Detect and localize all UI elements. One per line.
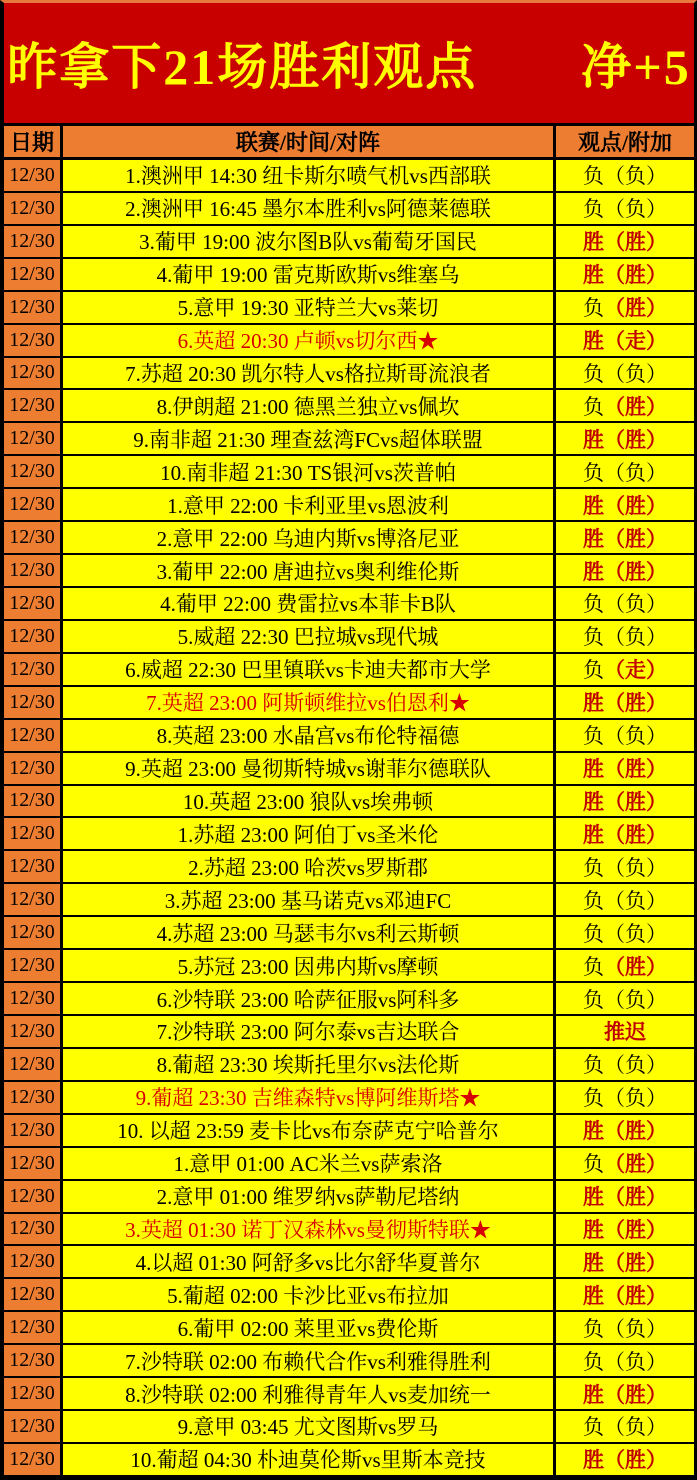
table-row [4,522,694,555]
match-cell: 10. 以超 23:59 麦卡比vs布奈萨克宁哈普尔 [63,1115,556,1146]
result-main: 负 [583,855,604,880]
result-extra: （负） [604,197,667,222]
match-cell: 2.苏超 23:00 哈茨vs罗斯郡 [63,851,556,882]
table-row [4,489,694,522]
result-cell [556,1148,694,1179]
result-main: 胜 [583,1185,604,1210]
date-cell: 12/30 [4,917,63,948]
result-extra: （负） [604,1349,667,1374]
result-cell [556,851,694,882]
result-cell [556,753,694,784]
header-date: 日期 [4,126,63,157]
date-cell: 12/30 [4,489,63,520]
result-main: 胜 [583,822,604,847]
date-cell: 12/30 [4,423,63,454]
banner [4,3,694,126]
match-cell: 4.以超 01:30 阿舒多vs比尔舒华夏普尔 [63,1246,556,1277]
table-row [4,818,694,851]
match-cell: 4.葡甲 22:00 费雷拉vs本菲卡B队 [63,588,556,619]
table-row [4,720,694,753]
result-main: 胜 [583,559,604,584]
result-extra: （负） [604,1053,667,1078]
match-cell: 10.英超 23:00 狼队vs埃弗顿 [63,786,556,817]
result-extra: （胜） [604,1119,667,1144]
date-cell: 12/30 [4,522,63,553]
result-cell [556,720,694,751]
date-cell: 12/30 [4,390,63,421]
result-main: 胜 [583,757,604,782]
date-cell: 12/30 [4,160,63,191]
table-row [4,456,694,489]
result-extra: （胜） [604,1185,667,1210]
table-row [4,884,694,917]
result-extra: （胜） [604,559,667,584]
result-cell [556,654,694,685]
date-cell: 12/30 [4,720,63,751]
result-cell [556,1345,694,1376]
result-extra: （胜） [604,296,667,321]
result-cell [556,1181,694,1212]
match-cell: 8.英超 23:00 水晶宫vs布伦特福德 [63,720,556,751]
result-extra: （负） [604,987,667,1012]
table-row [4,1181,694,1214]
result-cell [556,950,694,981]
date-cell: 12/30 [4,983,63,1014]
result-extra: （负） [604,361,667,386]
table-row [4,160,694,193]
result-extra: （胜） [604,822,667,847]
match-cell: 3.葡甲 22:00 唐迪拉vs奥利维伦斯 [63,555,556,586]
match-cell: 6.英超 20:30 卢顿vs切尔西★ [63,325,556,356]
result-extra: （胜） [604,691,667,716]
match-cell: 5.苏冠 23:00 因弗内斯vs摩顿 [63,950,556,981]
result-main: 负 [583,1086,604,1111]
match-cell: 2.意甲 01:00 维罗纳vs萨勒尼塔纳 [63,1181,556,1212]
result-cell [556,621,694,652]
result-main: 胜 [583,329,604,354]
table-row [4,1115,694,1148]
result-extra: （负） [604,164,667,189]
match-cell: 10.葡超 04:30 朴迪莫伦斯vs里斯本竞技 [63,1444,556,1475]
result-cell [556,325,694,356]
table-row [4,786,694,819]
table-row [4,950,694,983]
result-extra: （胜） [604,1217,667,1242]
table-row [4,259,694,292]
table-row [4,917,694,950]
match-cell: 8.葡超 23:30 埃斯托里尔vs法伦斯 [63,1049,556,1080]
date-cell: 12/30 [4,687,63,718]
match-cell: 9.南非超 21:30 理查兹湾FCvs超体联盟 [63,423,556,454]
date-cell: 12/30 [4,1246,63,1277]
match-cell: 1.意甲 22:00 卡利亚里vs恩波利 [63,489,556,520]
result-main: 负 [583,658,604,683]
date-cell: 12/30 [4,555,63,586]
result-extra: （胜） [604,230,667,255]
table-row [4,588,694,621]
result-main: 胜 [583,427,604,452]
result-extra: （胜） [604,263,667,288]
header-result: 观点/附加 [577,130,673,155]
date-cell: 12/30 [4,1115,63,1146]
date-cell: 12/30 [4,259,63,290]
date-cell: 12/30 [4,1312,63,1343]
result-cell [556,1049,694,1080]
table-row [4,292,694,325]
result-cell [556,193,694,224]
match-cell: 1.澳洲甲 14:30 纽卡斯尔喷气机vs西部联 [63,160,556,191]
date-cell: 12/30 [4,588,63,619]
result-main: 胜 [583,263,604,288]
result-extra: （走） [604,658,667,683]
result-extra: （胜） [604,789,667,814]
match-cell: 6.葡甲 02:00 莱里亚vs费伦斯 [63,1312,556,1343]
table-row [4,1411,694,1444]
table-row [4,1049,694,1082]
result-extra: （负） [604,625,667,650]
match-cell: 5.威超 22:30 巴拉城vs现代城 [63,621,556,652]
match-cell: 3.葡甲 19:00 波尔图B队vs葡萄牙国民 [63,226,556,257]
date-cell: 12/30 [4,1016,63,1047]
match-cell: 3.苏超 23:00 基马诺克vs邓迪FC [63,884,556,915]
result-cell [556,1115,694,1146]
result-extra: （胜） [604,427,667,452]
table-row [4,851,694,884]
result-cell [556,259,694,290]
result-cell [556,983,694,1014]
result-cell [556,687,694,718]
result-main: 负 [583,592,604,617]
match-cell: 5.葡超 02:00 卡沙比亚vs布拉加 [63,1279,556,1310]
result-extra: （负） [604,888,667,913]
result-main: 胜 [583,1448,604,1473]
result-main: 负 [583,296,604,321]
result-main: 负 [583,1316,604,1341]
result-main: 负 [583,1349,604,1374]
result-cell [556,917,694,948]
result-main: 胜 [583,1283,604,1308]
result-main: 胜 [583,789,604,814]
match-cell: 6.威超 22:30 巴里镇联vs卡迪夫都市大学 [63,654,556,685]
result-cell [556,292,694,323]
result-cell [556,1411,694,1442]
result-extra: （负） [604,592,667,617]
result-main: 负 [583,888,604,913]
result-extra: （负） [604,724,667,749]
date-cell: 12/30 [4,193,63,224]
header-match: 联赛/时间/对阵 [63,126,556,157]
result-cell [556,1246,694,1277]
table-row [4,1279,694,1312]
table-row [4,654,694,687]
result-cell [556,1312,694,1343]
result-cell [556,786,694,817]
table-row [4,358,694,391]
table-row [4,1444,694,1477]
match-cell: 7.沙特联 02:00 布赖代合作vs利雅得胜利 [63,1345,556,1376]
result-main: 推迟 [604,1020,646,1045]
result-cell [556,423,694,454]
match-cell: 1.意甲 01:00 AC米兰vs萨索洛 [63,1148,556,1179]
result-cell [556,390,694,421]
date-cell: 12/30 [4,818,63,849]
result-main: 负 [583,1053,604,1078]
date-cell: 12/30 [4,851,63,882]
table-row [4,1082,694,1115]
table-row [4,390,694,423]
result-main: 负 [583,724,604,749]
result-cell [556,555,694,586]
match-cell: 2.意甲 22:00 乌迪内斯vs博洛尼亚 [63,522,556,553]
table-row [4,226,694,259]
match-cell: 8.沙特联 02:00 利雅得青年人vs麦加统一 [63,1378,556,1409]
result-main: 负 [583,394,604,419]
banner-title: 昨拿下21场胜利观点 净+5 [7,39,691,95]
result-extra: （胜） [604,526,667,551]
match-cell: 1.苏超 23:00 阿伯丁vs圣米伦 [63,818,556,849]
match-cell: 7.英超 23:00 阿斯顿维拉vs伯恩利★ [63,687,556,718]
result-cell [556,226,694,257]
result-extra: （胜） [604,757,667,782]
result-extra: （胜） [604,1152,667,1177]
table-body [4,160,694,1477]
result-main: 胜 [583,1217,604,1242]
table-row [4,555,694,588]
result-main: 胜 [583,230,604,255]
match-cell: 8.伊朗超 21:00 德黑兰独立vs佩坎 [63,390,556,421]
match-cell: 9.意甲 03:45 尤文图斯vs罗马 [63,1411,556,1442]
table-row [4,621,694,654]
date-cell: 12/30 [4,1148,63,1179]
date-cell: 12/30 [4,786,63,817]
date-cell: 12/30 [4,1411,63,1442]
match-cell: 7.沙特联 23:00 阿尔泰vs吉达联合 [63,1016,556,1047]
table-row [4,753,694,786]
table-header-row [4,126,694,160]
result-main: 胜 [583,493,604,518]
match-cell: 3.英超 01:30 诺丁汉森林vs曼彻斯特联★ [63,1214,556,1245]
result-cell [556,884,694,915]
result-cell [556,1279,694,1310]
result-extra: （负） [604,1415,667,1440]
result-main: 胜 [583,1119,604,1144]
date-cell: 12/30 [4,1378,63,1409]
match-cell: 10.南非超 21:30 TS银河vs茨普帕 [63,456,556,487]
result-main: 负 [583,460,604,485]
date-cell: 12/30 [4,654,63,685]
match-cell: 9.英超 23:00 曼彻斯特城vs谢菲尔德联队 [63,753,556,784]
result-main: 负 [583,1415,604,1440]
result-cell [556,456,694,487]
table-row [4,983,694,1016]
date-cell: 12/30 [4,1214,63,1245]
result-main: 负 [583,921,604,946]
result-extra: （负） [604,1316,667,1341]
table-row [4,325,694,358]
match-cell: 7.苏超 20:30 凯尔特人vs格拉斯哥流浪者 [63,358,556,389]
table-row [4,1016,694,1049]
match-cell: 6.沙特联 23:00 哈萨征服vs阿科多 [63,983,556,1014]
result-main: 负 [583,625,604,650]
match-cell: 9.葡超 23:30 吉维森特vs博阿维斯塔★ [63,1082,556,1113]
result-cell [556,489,694,520]
result-main: 胜 [583,1250,604,1275]
result-main: 负 [583,197,604,222]
result-extra: （胜） [604,1283,667,1308]
result-extra: （胜） [604,493,667,518]
table-row [4,687,694,720]
result-cell [556,818,694,849]
result-main: 胜 [583,526,604,551]
result-cell [556,160,694,191]
result-extra: （胜） [604,954,667,979]
table-row [4,423,694,456]
date-cell: 12/30 [4,325,63,356]
result-cell [556,1378,694,1409]
match-cell: 4.葡甲 19:00 雷克斯欧斯vs维塞乌 [63,259,556,290]
match-cell: 2.澳洲甲 16:45 墨尔本胜利vs阿德莱德联 [63,193,556,224]
date-cell: 12/30 [4,950,63,981]
table-row [4,1378,694,1411]
result-cell [556,1444,694,1475]
date-cell: 12/30 [4,1444,63,1475]
result-main: 胜 [583,1382,604,1407]
date-cell: 12/30 [4,1082,63,1113]
date-cell: 12/30 [4,1181,63,1212]
match-cell: 4.苏超 23:00 马瑟韦尔vs利云斯顿 [63,917,556,948]
result-extra: （负） [604,1086,667,1111]
result-cell [556,1016,694,1047]
match-cell: 5.意甲 19:30 亚特兰大vs莱切 [63,292,556,323]
result-main: 负 [583,164,604,189]
result-extra: （胜） [604,394,667,419]
result-extra: （负） [604,921,667,946]
date-cell: 12/30 [4,226,63,257]
date-cell: 12/30 [4,1049,63,1080]
prediction-table [4,126,694,1477]
result-cell [556,522,694,553]
result-extra: （走） [604,329,667,354]
date-cell: 12/30 [4,621,63,652]
date-cell: 12/30 [4,358,63,389]
result-cell [556,588,694,619]
result-main: 负 [583,1152,604,1177]
result-main: 负 [583,954,604,979]
result-cell [556,1214,694,1245]
result-extra: （负） [604,855,667,880]
date-cell: 12/30 [4,1345,63,1376]
result-extra: （胜） [604,1382,667,1407]
result-extra: （胜） [604,1448,667,1473]
date-cell: 12/30 [4,753,63,784]
table-row [4,1246,694,1279]
result-main: 负 [583,987,604,1012]
result-cell [556,1082,694,1113]
result-main: 胜 [583,691,604,716]
result-cell [556,358,694,389]
table-row [4,1214,694,1247]
date-cell: 12/30 [4,292,63,323]
table-row [4,193,694,226]
table-row [4,1148,694,1181]
date-cell: 12/30 [4,456,63,487]
result-extra: （胜） [604,1250,667,1275]
result-main: 负 [583,361,604,386]
date-cell: 12/30 [4,884,63,915]
table-row [4,1345,694,1378]
date-cell: 12/30 [4,1279,63,1310]
table-row [4,1312,694,1345]
result-extra: （负） [604,460,667,485]
